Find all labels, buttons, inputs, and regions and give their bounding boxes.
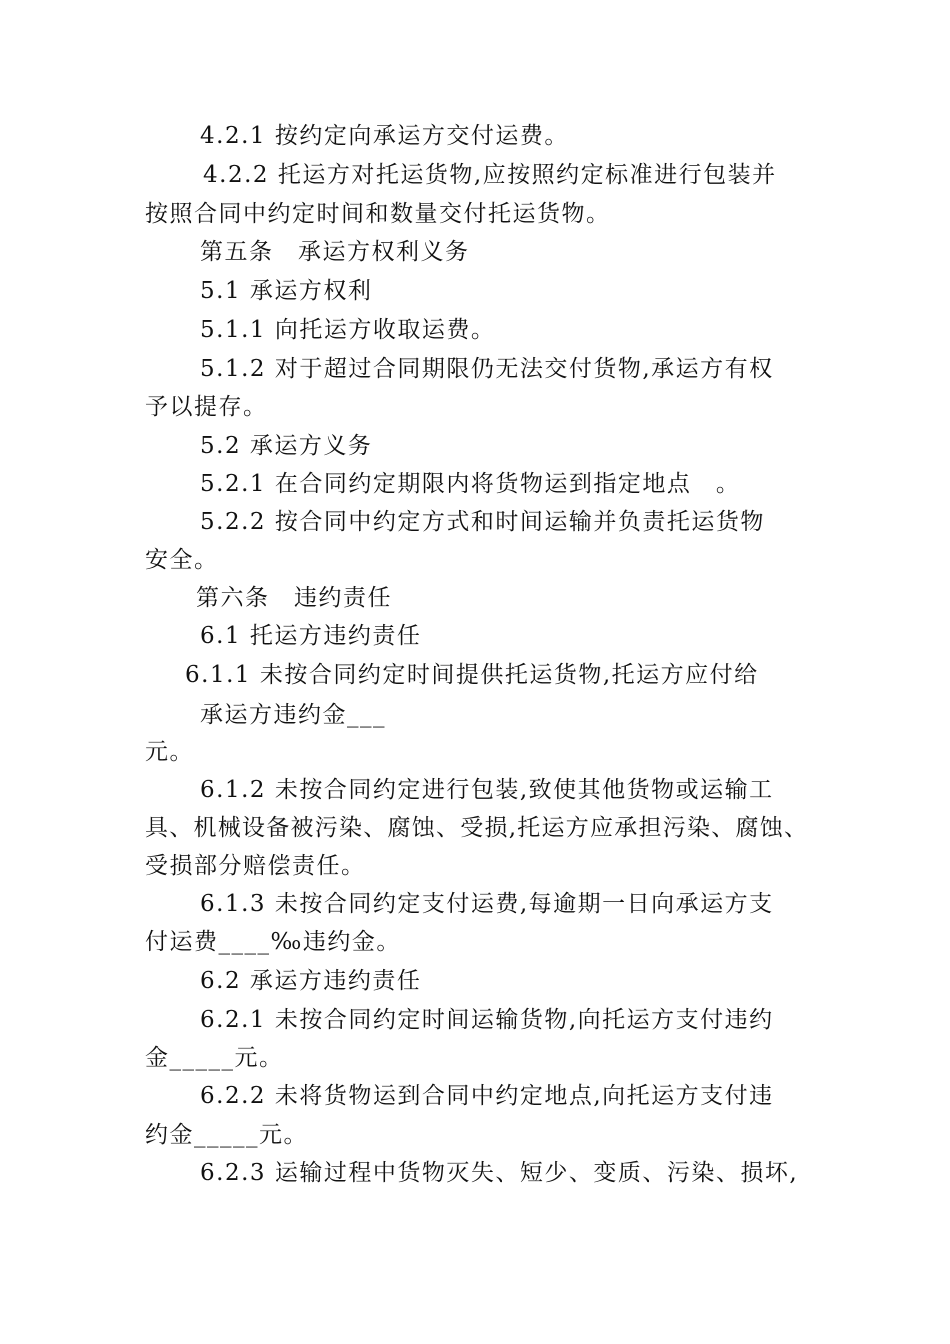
- text-line: 6.1.3 未按合同约定支付运费,每逾期一日向承运方支: [200, 891, 774, 917]
- text-line: 5.2.1 在合同约定期限内将货物运到指定地点 。: [200, 471, 741, 497]
- text-line: 受损部分赔偿责任。: [145, 853, 366, 879]
- text-line: 5.1.1 向托运方收取运费。: [200, 317, 496, 343]
- text-line: 6.2.1 未按合同约定时间运输货物,向托运方支付违约: [200, 1007, 774, 1033]
- text-line: 具、机械设备被污染、腐蚀、受损,托运方应承担污染、腐蚀、: [145, 815, 809, 841]
- section-heading: 第五条 承运方权利义务: [200, 239, 470, 265]
- text-line: 约金_____元。: [145, 1122, 308, 1148]
- text-line: 6.2.3 运输过程中货物灭失、短少、变质、污染、损坏,: [200, 1160, 799, 1186]
- text-line: 4.2.2 托运方对托运货物,应按照约定标准进行包装并: [203, 162, 777, 188]
- text-line: 6.1.1 未按合同约定时间提供托运货物,托运方应付给: [185, 662, 759, 688]
- text-line: 5.2.2 按合同中约定方式和时间运输并负责托运货物: [200, 509, 765, 535]
- text-line: 按照合同中约定时间和数量交付托运货物。: [145, 201, 611, 227]
- text-line: 安全。: [145, 547, 219, 573]
- section-heading: 第六条 违约责任: [196, 585, 392, 611]
- text-line: 6.2.2 未将货物运到合同中约定地点,向托运方支付违: [200, 1083, 774, 1109]
- text-line: 予以提存。: [145, 394, 268, 420]
- text-line: 5.2 承运方义务: [200, 433, 373, 459]
- text-line: 5.1 承运方权利: [200, 278, 373, 304]
- text-line: 6.1.2 未按合同约定进行包装,致使其他货物或运输工: [200, 777, 774, 803]
- text-line: 6.1 托运方违约责任: [200, 623, 422, 649]
- text-line: 元。: [145, 739, 194, 765]
- text-line: 6.2 承运方违约责任: [200, 968, 422, 994]
- text-line: 金_____元。: [145, 1045, 284, 1071]
- text-line: 5.1.2 对于超过合同期限仍无法交付货物,承运方有权: [200, 356, 774, 382]
- text-line: 付运费____‰违约金。: [145, 929, 401, 955]
- text-line: 承运方违约金___: [200, 702, 386, 728]
- text-line: 4.2.1 按约定向承运方交付运费。: [200, 123, 569, 149]
